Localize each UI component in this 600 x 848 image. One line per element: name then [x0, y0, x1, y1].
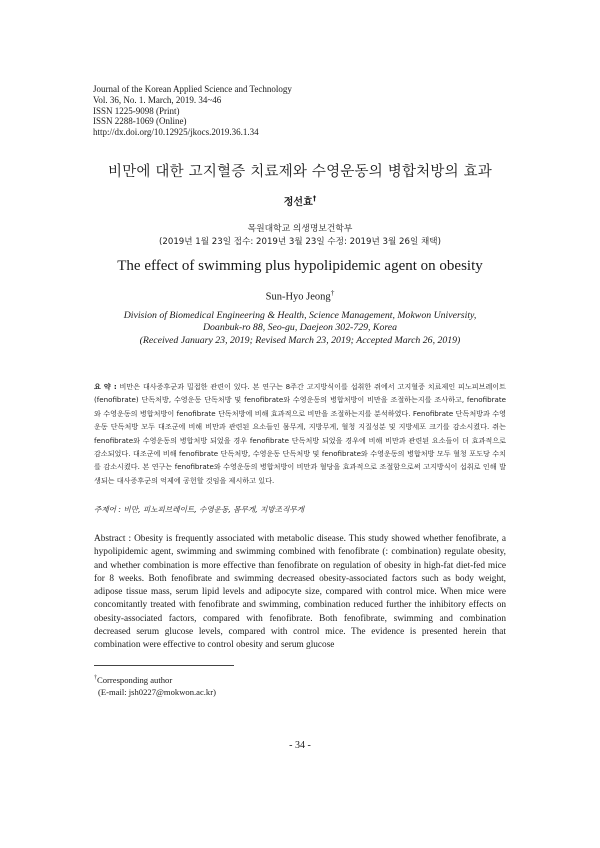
korean-abstract-text: 비만은 대사증후군과 밀접한 관련이 있다. 본 연구는 8주간 고지방식이를 섭취한 쥐에서 고지혈증 치료제인 피노피브레이트(fenofibrate) 단독처방, 수영운동 단독처방 및 fenofibrate와 수영운동의 병합처방이 비만을 조절하는지를 조사하고, fenofibrate와 수영운동의 병합처방이 fenofibrate 단독처방에 비해 효과적으로 비만을 조절하는지를 분석하였다. Fenofibrate 단독처방과 수영운동 단독처방 모두 대조군에 비해 비만과 관련된 요소들인 몸무게, 지방무게, 혈청 지질성분 및 지방세포 크기를 감소시켰다. 쥐는 fenofibrate와 수영운동의 병합처방 되었을 경우 fenofibrate 단독처방 되었을 경우에 비해 비만과 관련된 요소들이 더 효과적으로 감소되었다. 대조군에 비해 fenofibrate 단독처방, 수영운동 단독처방 및 fenofibrate와 수영운동의 병합처방 모두 혈청 포도당 수치를 감소시켰다. 본 연구는 fenofibrate와 수영운동의 병합처방이 비만과 혈당을 효과적으로 조절함으로써 고지방식이 섭취로 인해 발생되는 대사증후군의 억제에 공헌할 것임을 제시하고 있다.	[94, 382, 506, 485]
korean-abstract	[94, 380, 506, 487]
journal-name: Journal of the Korean Applied Science and Technology	[93, 84, 292, 94]
english-author-name: Sun-Hyo Jeong	[265, 291, 331, 303]
doi-link[interactable]: http://dx.doi.org/10.12925/jkocs.2019.36.1.34	[93, 127, 259, 138]
korean-author-name: 정선효	[283, 197, 313, 208]
english-author-mark: †	[330, 288, 335, 297]
footnote	[94, 672, 216, 698]
korean-dates: (2019년 1월 23일 접수: 2019년 3월 23일 수정: 2019년 3월 26일 채택)	[159, 237, 441, 247]
korean-author-mark: †	[312, 194, 317, 203]
korean-abstract-label: 요 약 :	[94, 382, 117, 391]
english-abstract-text: Obesity is frequently associated with metabolic disease. This study showed whether fenofibrate, a hypolipidemic agent, swimming and swimming combined with fenofibrate (: combination) regulate obesity, and whether combination is more effective than fenofibrate on regulation of obesity in high-fat diet-fed mice for 8 weeks. Both fenofibrate and swimming decreased obesity-associated factors such as body weight, adipose tissue mass, serum lipid levels and adipocyte size, compared with control mice. When mice were concomitantly treated with fenofibrate and swimming, combination reduced further the inhibitory effects on obesity-associated factors, compared with fenofibrate. Both fenofibrate, swimming and combination decreased serum glucose levels, compared with control mice. The evidence is presented herein that combination were effective to control obesity and serum glucose	[94, 534, 506, 651]
journal-info	[93, 84, 292, 138]
korean-author	[0, 193, 600, 208]
english-affiliation-line-1: Division of Biomedical Engineering & Health, Science Management, Mokwon University,	[123, 310, 477, 321]
english-title: The effect of swimming plus hypolipidemic agent on obesity	[117, 258, 483, 274]
korean-affiliation: 목원대학교 의생명보건학부	[247, 224, 353, 234]
english-abstract	[94, 533, 506, 653]
english-abstract-label: Abstract :	[94, 534, 132, 544]
korean-keywords: 주제어 : 비만, 피노피브레이트, 수영운동, 몸무게, 지방조직무게	[94, 505, 305, 514]
journal-volume: Vol. 36, No. 1. March, 2019. 34~46	[93, 94, 222, 105]
corresponding-author-label: Corresponding author	[97, 674, 173, 685]
korean-title: 비만에 대한 고지혈증 치료제와 수영운동의 병합처방의 효과	[107, 164, 493, 180]
english-affiliation	[0, 310, 600, 347]
issn-online: ISSN 2288-1069 (Online)	[93, 116, 187, 127]
corresponding-email: (E-mail: jsh0227@mokwon.ac.kr)	[98, 686, 216, 697]
footnote-divider	[94, 665, 234, 666]
issn-print: ISSN 1225-9098 (Print)	[93, 105, 180, 116]
english-dates: (Received January 23, 2019; Revised March 23, 2019; Accepted March 26, 2019)	[139, 334, 461, 346]
english-author	[0, 288, 600, 303]
footnote-mark: †	[94, 675, 98, 681]
page-number: - 34 -	[289, 740, 311, 751]
english-affiliation-line-2: Doanbuk-ro 88, Seo-gu, Daejeon 302-729, Korea	[202, 322, 398, 334]
